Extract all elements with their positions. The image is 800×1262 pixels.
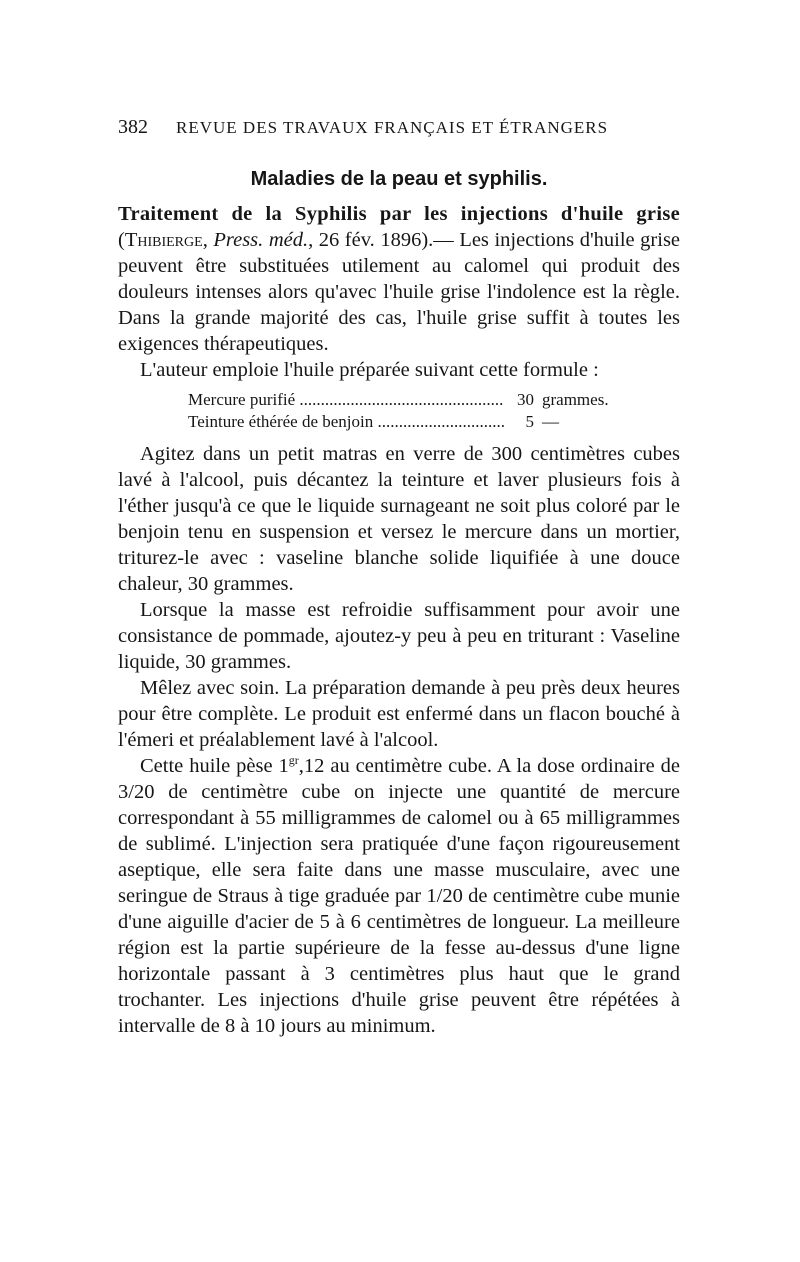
formula-unit: — xyxy=(542,412,559,431)
formula-row xyxy=(188,411,628,433)
article-journal: Press. méd. xyxy=(213,229,309,251)
running-head xyxy=(118,116,678,139)
article-citation-date: , 26 fév. 1896).— xyxy=(308,229,460,251)
paragraph-cette-huile xyxy=(118,753,680,1039)
paragraph-agitez: Agitez dans un petit matras en verre de 300 centimètres cubes lavé à l'alcool, puis décantez la teinture et laver plusieurs fois à l'éther jusqu'à ce que le liquide surnageant ne soit plus coloré par le benjoin tenu en suspension et versez le mercure dans un mortier, triturez-le avec : vaseline blanche solide liquifiée à une douce chaleur, 30 grammes. xyxy=(118,443,680,595)
open-paren: ( xyxy=(118,229,125,251)
article-intro-paragraph xyxy=(118,201,680,357)
article-intro-text: Les injections d'huile grise peuvent être substituées utilement au calomel qui produit des douleurs intenses alors qu'avec l'huile grise l'indolence est la règle. Dans la grande majorité des cas, l'huile grise suffit à toutes les exigences thérapeutiques. xyxy=(118,229,681,355)
formula-table xyxy=(188,389,628,433)
formula-row xyxy=(188,389,628,411)
article-title: Traitement de la Syphilis par les injections d'huile grise xyxy=(118,203,680,225)
formula-ingredient: Teinture éthérée de benjoin ..... xyxy=(188,411,504,433)
paragraph-melez: Mêlez avec soin. La préparation demande à peu près deux heures pour être complète. Le produit est enfermé dans un flacon bouché à l'émeri et préalablement lavé à l'alcool. xyxy=(118,677,680,751)
cette-huile-start: Cette huile pèse 1 xyxy=(140,755,289,777)
page-number: 382 xyxy=(118,116,148,138)
formula-quantity: 30 xyxy=(517,390,534,409)
cette-huile-rest: ,12 au centimètre cube. A la dose ordinaire de 3/20 de centimètre cube on injecte une quantité de mercure correspondant à 55 milligrammes de calomel ou à 65 milligrammes de sublimé. L'injection sera pratiquée d'une façon rigoureusement aseptique, elle sera faite dans une masse musculaire, avec une seringue de Straus à tige graduée par 1/20 de centimètre cube munie d'une aiguille d'acier de 5 à 6 centimètres de longueur. La meilleure région est la partie supérieure de la fesse au-dessus d'une ligne horizontale passant à 3 centimètres plus haut que le grand trochanter. Les injections d'huile grise peuvent être répétées à intervalle de 8 à 10 jours au minimum. xyxy=(118,755,680,1037)
gram-superscript: gr xyxy=(288,753,299,768)
formula-unit: grammes. xyxy=(542,390,609,409)
formula-lead: L'auteur emploie l'huile préparée suivant cette formule : xyxy=(140,359,599,381)
comma: , xyxy=(202,229,214,251)
formula-ingredient: Mercure purifié ..... xyxy=(188,389,504,411)
section-title: Maladies de la peau et syphilis. xyxy=(250,168,548,190)
formula-quantity: 5 xyxy=(525,412,534,431)
article-author: Thibierge xyxy=(124,229,203,251)
paragraph-lorsque: Lorsque la masse est refroidie suffisamment pour avoir une consistance de pommade, ajoutez-y peu à peu en triturant : Vaseline liquide, 30 grammes. xyxy=(118,599,680,673)
article-body xyxy=(118,201,680,1039)
running-title: REVUE DES TRAVAUX FRANÇAIS ET ÉTRANGERS xyxy=(176,118,609,137)
